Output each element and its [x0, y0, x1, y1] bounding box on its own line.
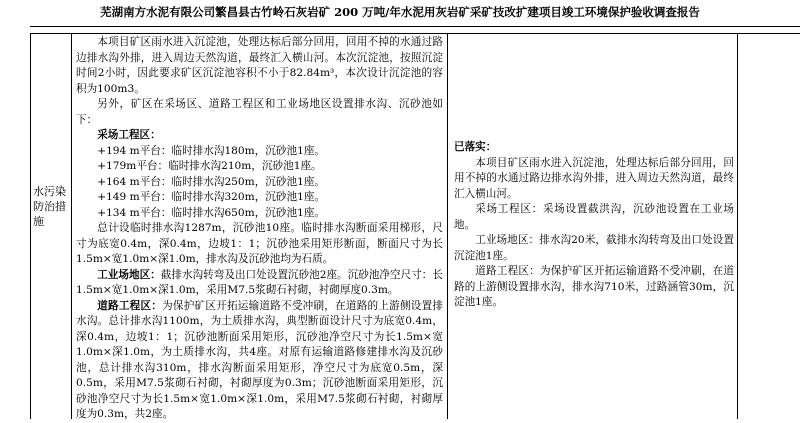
platform-item: +164 m平台：临时排水沟250m，沉砂池1座。 [97, 175, 326, 188]
industrial-paragraph [76, 268, 443, 299]
implemented-cell [454, 140, 734, 311]
road-text: 为保护矿区开拓运输道路不受冲刷，在道路的上游侧设置排水沟。总计排水沟1100m，为土质排水沟，典型断面设计尺寸为底宽0.4m，深0.4m，边坡1：1；沉砂池断面采用矩形，沉砂池净空尺寸为长1.5m×宽1.0m×深1.0m，为土质排水沟，共4座。对原有运输道路修建排水沟及沉砂池，总计排水沟310m，排水沟断面采用矩形，净空尺寸为底宽0.5m，深0.5m，采用M7.5浆砌石衬砌，衬砌厚度为0.3m；沉砂池断面采用矩形，沉砂池净空尺寸为长1.5m×宽1.0m×深1.0m，采用M7.5浆砌石衬砌，衬砌厚度为0.3m，共2座。 [76, 299, 444, 420]
impl-paragraph-3: 工业场地区：排水沟20米，截排水沟转弯及出口处设置沉淀池1座。 [454, 234, 734, 262]
platform-item: +149 m平台：临时排水沟320m，沉砂池1座。 [97, 191, 326, 203]
row-label-water-pollution: 水污染防治措施 [33, 185, 66, 228]
quarry-heading: 采场工程区： [97, 129, 161, 141]
platform-item: +194 m平台：临时排水沟180m，沉砂池1座。 [97, 144, 326, 157]
req-paragraph-2: 另外，矿区在采场区、道路工程区和工业场地区设置排水沟、沉砂池如下： [76, 98, 443, 126]
road-heading: 道路工程区： [97, 299, 163, 312]
implemented-heading: 已落实： [454, 141, 497, 153]
industrial-heading: 工业场地区： [97, 268, 161, 281]
impl-paragraph-1: 本项目矿区雨水进入沉淀池，处理达标后部分回用，回用不掉的水通过路边排水沟外排，进入周边天然沟道，最终汇入横山河。 [454, 156, 734, 200]
report-header-title: 芜湖南方水泥有限公司繁昌县古竹岭石灰岩矿 200 万吨/年水泥用灰岩矿采矿技改扩建项目竣工环境保护验收调查报告 [100, 5, 700, 19]
platform-item: +134 m平台：临时排水沟650m，沉砂池1座。 [97, 206, 326, 219]
header-rule [30, 26, 800, 27]
column-divider-2 [447, 33, 448, 419]
table-top-border [30, 33, 800, 34]
req-paragraph-1: 本项目矿区雨水进入沉淀池，处理达标后部分回用，回用不掉的水通过路边排水沟外排，进入周边天然沟道，最终汇入横山河。本次沉淀池，按照沉淀时间2小时，因此要求矿区沉淀池容积不小于82.84m³，本次设计沉淀池的容积为100m3。 [76, 36, 443, 95]
quarry-total: 总计设临时排水沟1287m，沉砂池10座。临时排水沟断面采用梯形，尺寸为底宽0.4m，深0.4m，边坡1：1；沉砂池采用矩形断面，断面尺寸为长1.5m×宽1.0m×深1.0m，排水沟及沉砂池均为石质。 [76, 222, 443, 265]
column-divider-1 [71, 33, 72, 419]
table-border-left [30, 33, 31, 419]
impl-paragraph-4: 道路工程区：为保护矿区开拓运输道路不受冲刷，在道路的上游侧设置排水沟，排水沟710米，过路涵管30m，沉淀池1座。 [454, 265, 734, 308]
industrial-text: 截排水沟转弯及出口处设置沉砂池2座。沉砂池净空尺寸：长1.5m×宽1.0m×深1.0m，采用M7.5浆砌石衬砌，衬砌厚度0.3m。 [76, 268, 443, 296]
impl-paragraph-2: 采场工程区：采场设置截洪沟，沉砂池设置在工业场地。 [454, 203, 734, 231]
road-paragraph [76, 299, 443, 423]
column-divider-3 [737, 33, 738, 419]
platform-item: +179m平台：临时排水沟210m，沉砂池1座。 [97, 160, 322, 172]
requirements-cell [76, 35, 443, 423]
